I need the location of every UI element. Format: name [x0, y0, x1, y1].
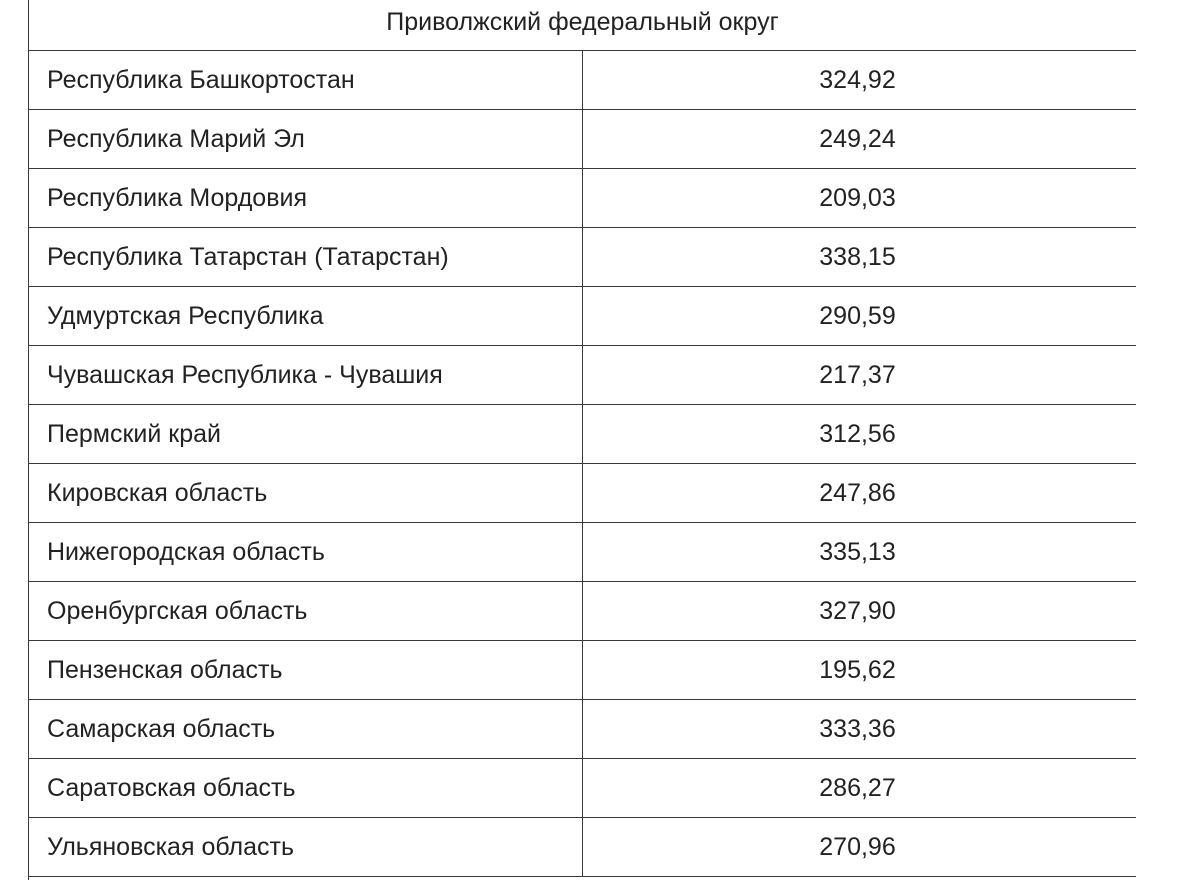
region-value: 217,37: [583, 346, 1137, 405]
region-value: 324,92: [583, 51, 1137, 110]
region-name: Пермский край: [29, 405, 583, 464]
region-name: Чувашская Республика - Чувашия: [29, 346, 583, 405]
region-name: Кировская область: [29, 464, 583, 523]
table-row: [29, 818, 1137, 877]
region-value: 286,27: [583, 759, 1137, 818]
table-row: [29, 228, 1137, 287]
region-value: 335,13: [583, 523, 1137, 582]
region-name: Республика Башкортостан: [29, 51, 583, 110]
region-name: Удмуртская Республика: [29, 287, 583, 346]
region-name: Саратовская область: [29, 759, 583, 818]
region-value: 333,36: [583, 700, 1137, 759]
cut-off-row: [29, 877, 1137, 880]
region-value: 327,90: [583, 582, 1137, 641]
table-row: [29, 405, 1137, 464]
cut-off-cell: [29, 877, 1137, 880]
region-value: 290,59: [583, 287, 1137, 346]
region-value: 270,96: [583, 818, 1137, 877]
table-row: [29, 582, 1137, 641]
region-name: Республика Татарстан (Татарстан): [29, 228, 583, 287]
region-value: 209,03: [583, 169, 1137, 228]
table-row: [29, 51, 1137, 110]
region-value: 249,24: [583, 110, 1137, 169]
region-name: Ульяновская область: [29, 818, 583, 877]
region-name: Пензенская область: [29, 641, 583, 700]
table-row: [29, 523, 1137, 582]
region-value: 247,86: [583, 464, 1137, 523]
region-value: 312,56: [583, 405, 1137, 464]
table-row: [29, 287, 1137, 346]
region-name: Республика Мордовия: [29, 169, 583, 228]
region-table-container: [28, 0, 1136, 880]
region-name: Самарская область: [29, 700, 583, 759]
table-row: [29, 110, 1137, 169]
region-value: 338,15: [583, 228, 1137, 287]
table-row: [29, 759, 1137, 818]
region-name: Нижегородская область: [29, 523, 583, 582]
region-name: Оренбургская область: [29, 582, 583, 641]
region-value: 195,62: [583, 641, 1137, 700]
region-table: [28, 0, 1136, 880]
region-name: Республика Марий Эл: [29, 110, 583, 169]
table-row: [29, 641, 1137, 700]
header-row: [29, 0, 1137, 51]
table-row: [29, 464, 1137, 523]
table-row: [29, 169, 1137, 228]
federal-district-header: Приволжский федеральный округ: [29, 0, 1137, 51]
table-row: [29, 700, 1137, 759]
table-row: [29, 346, 1137, 405]
